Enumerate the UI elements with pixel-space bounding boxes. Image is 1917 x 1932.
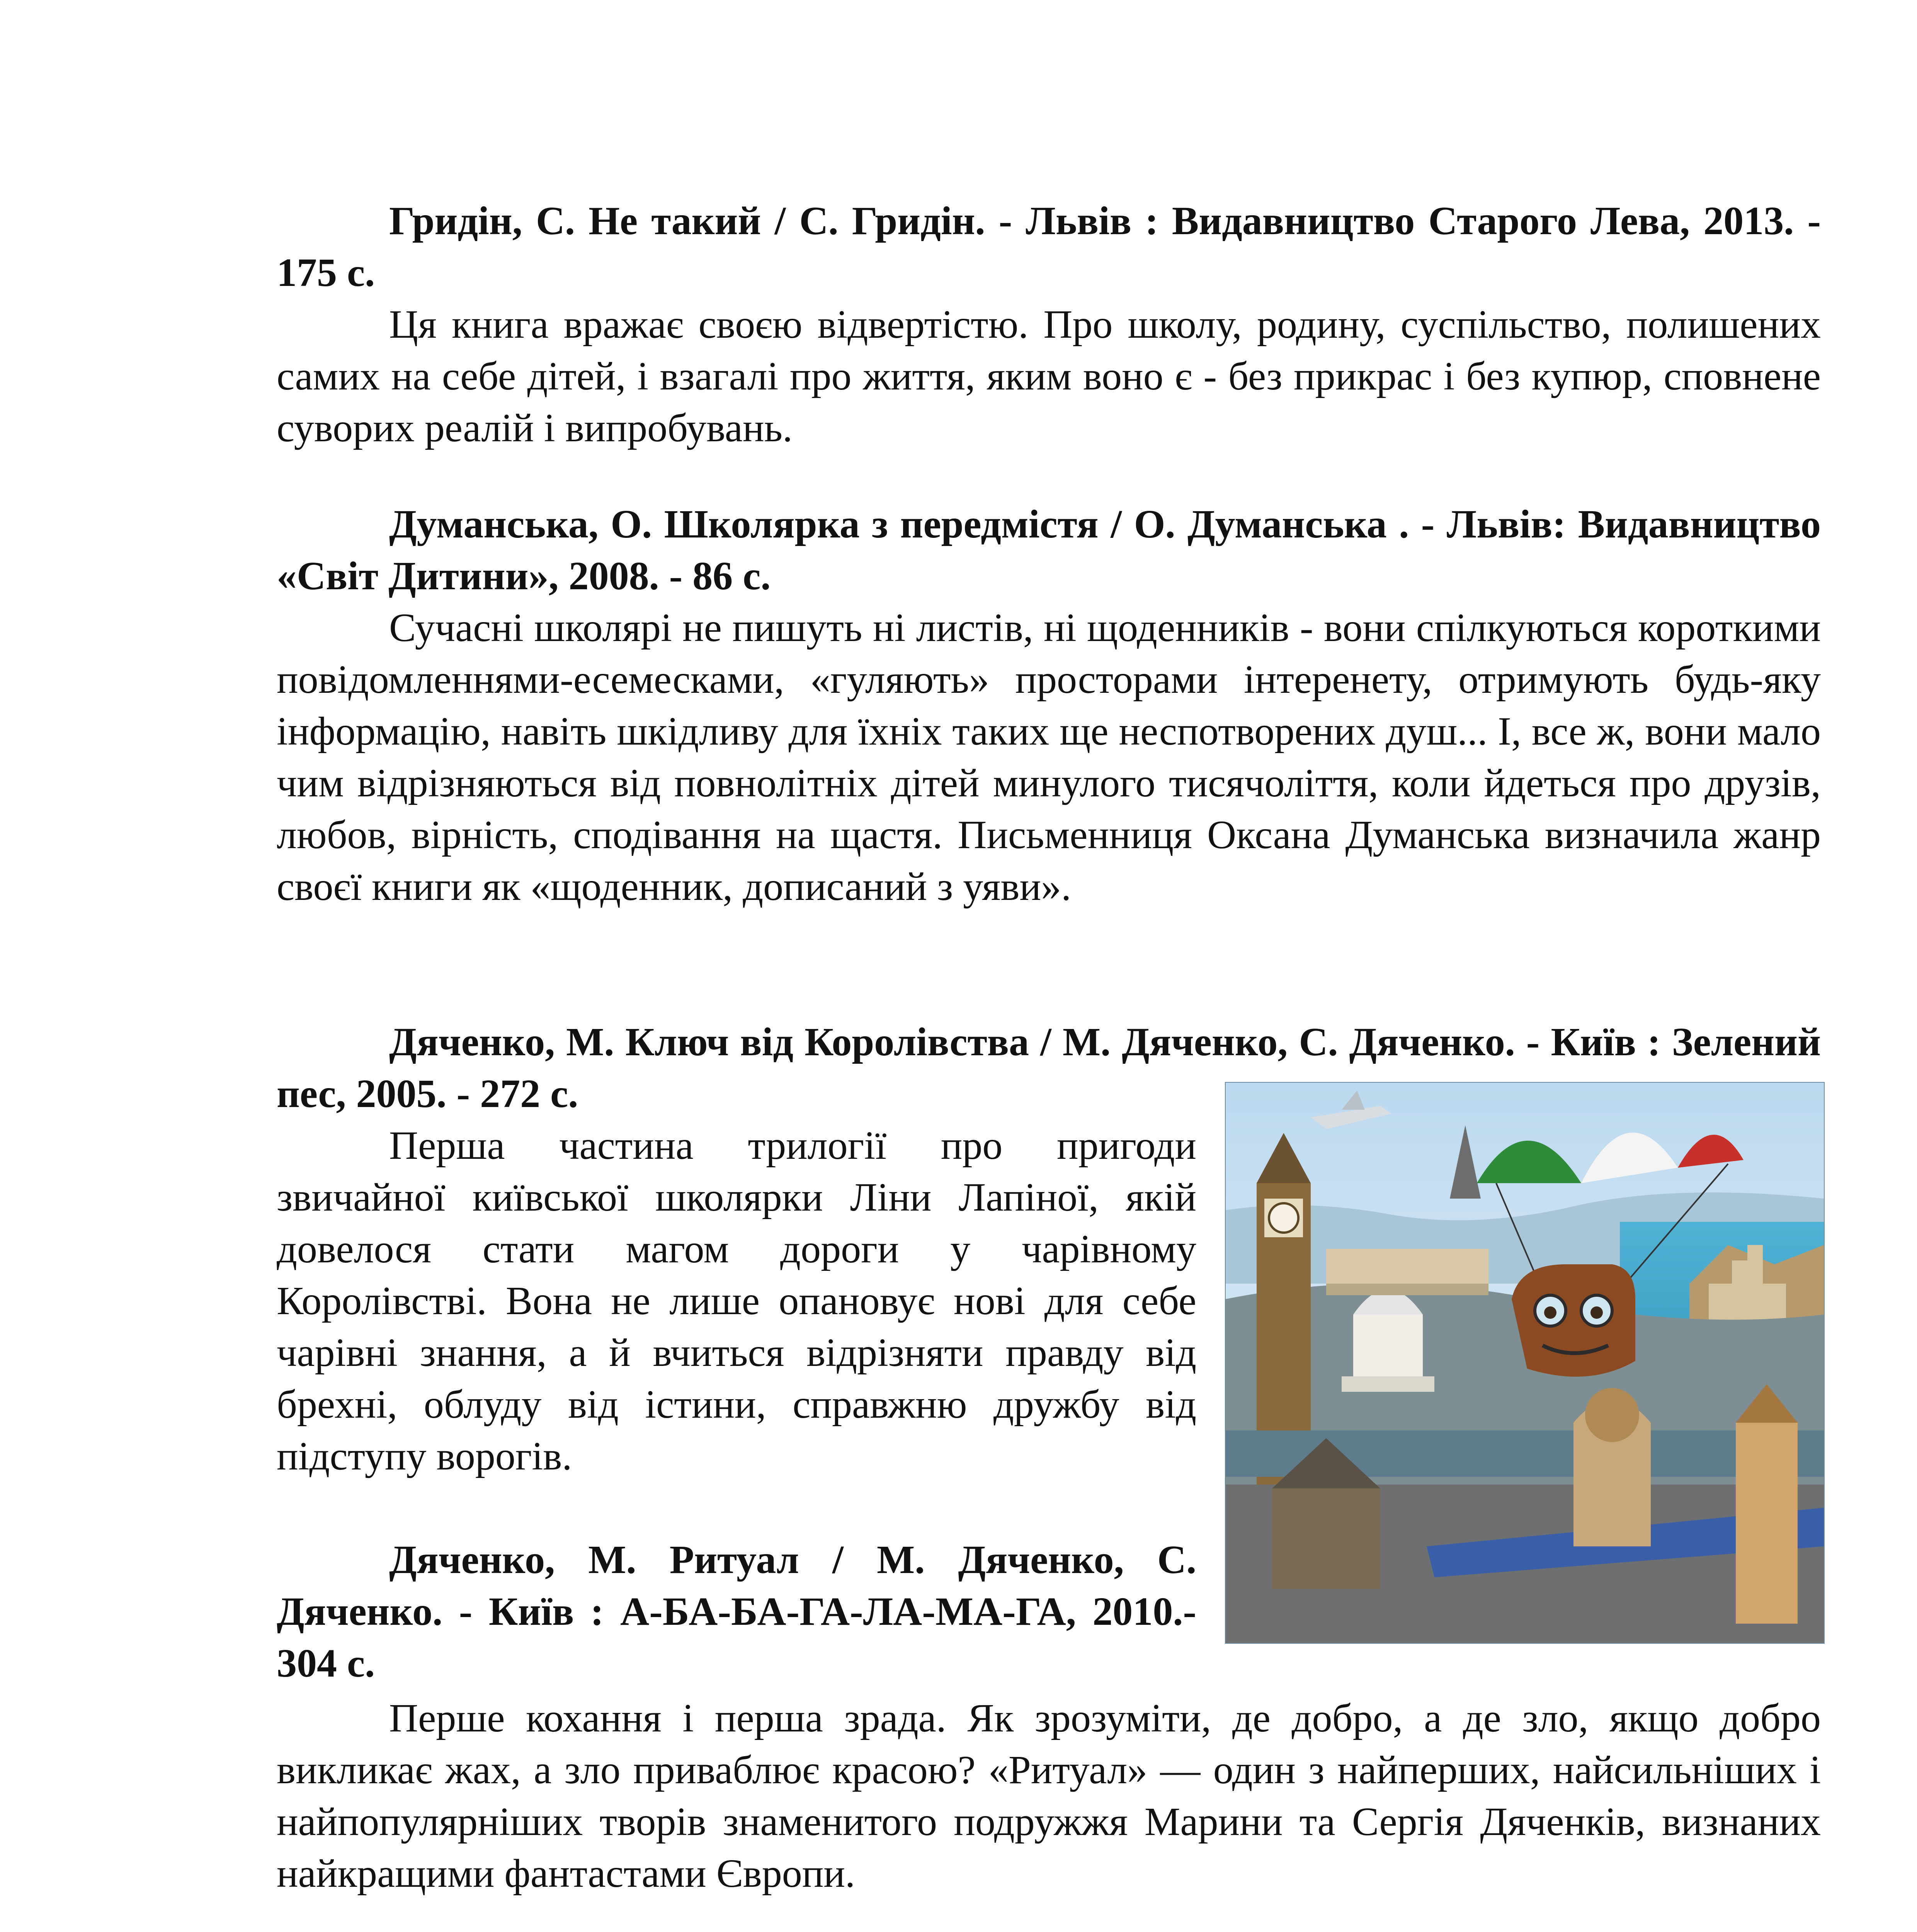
book-annotation: Ця книга вражає своєю відвертістю. Про школу, родину, суспільство, полишених самих на себе дітей, і взагалі про життя, яким воно є - без прикрас і без купюр, сповнене суворих реалій і випробувань. bbox=[277, 302, 1821, 450]
book-entry-ritual bbox=[277, 1534, 1196, 1689]
book-entry-ritual-annotation bbox=[277, 1692, 1821, 1900]
book-citation: Думанська, О. Школярка з передмістя / О. Думанська . - Львів: Видавництво «Світ Дитини», 2008. - 86 с. bbox=[277, 502, 1821, 598]
book-entry-dumanska bbox=[277, 498, 1821, 913]
book-entry-digital bbox=[277, 1928, 1821, 1932]
book-citation: Гридін, С. Не такий / С. Гридін. - Львів : Видавництво Старого Лева, 2013. - 175 с. bbox=[277, 199, 1821, 295]
book-annotation: Сучасні школярі не пишуть ні листів, ні щоденників - вони спілкуються короткими повідомленнями-есемесками, «гуляють» просторами інтеренету, отримують будь-яку інформацію, навіть шкідливу для їхніх таких ще неспотворених душ... І, все ж, вони мало чим відрізняються від повнолітніх дітей минулого тисячоліття, коли йдеться про друзів, любов, вірність, сподівання на щастя. Письменниця Оксана Думанська визначила жанр своєї книги як «щоденник, дописаний з уяви». bbox=[277, 605, 1821, 909]
book-citation bbox=[277, 1928, 1821, 1932]
book-annotation: Перша частина трилогії про пригоди звичайної київської школярки Ліни Лапіної, якій довелося стати магом дороги у чарівному Королівстві. Вона не лише опановує нові для себе чарівні знання, а й вчиться відрізняти правду від брехні, облуду від істини, справжню дружбу від підступу ворогів. bbox=[277, 1123, 1196, 1478]
book-illustration bbox=[1225, 1082, 1825, 1644]
cars-world-collage-illustration-icon bbox=[1226, 1083, 1824, 1643]
book-citation: Дяченко, М. Ключ від Королівства / М. Дяченко, С. Дяченко. - Київ : Зелений пес, 2005. - 272 с. bbox=[277, 1020, 1821, 1116]
book-citation: Дяченко, М. Ритуал / М. Дяченко, С. Дяченко. - Київ : А-БА-БА-ГА-ЛА-МА-ГА, 2010.- 304 с. bbox=[277, 1537, 1196, 1685]
book-entry-grydin bbox=[277, 195, 1821, 454]
book-annotation: Перше кохання і перша зрада. Як зрозуміти, де добро, а де зло, якщо добро викликає жах, а зло приваблює красою? «Ритуал» — один з найперших, найсильніших і найпопулярніших творів знаменитого подружжя Марини та Сергія Дяченків, визнаних найкращими фантастами Європи. bbox=[277, 1696, 1821, 1896]
